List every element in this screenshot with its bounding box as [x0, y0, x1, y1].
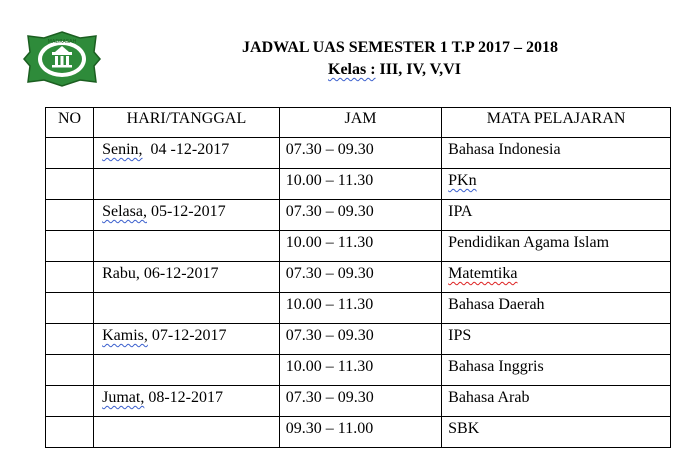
cell-subject: [442, 386, 671, 417]
cell-no: [46, 386, 94, 417]
cell-time: 10.00 – 11.30: [279, 293, 441, 324]
subject-name: Matemtika: [448, 265, 518, 282]
column-header-time: JAM: [279, 108, 441, 138]
class-subtitle: [270, 60, 570, 80]
cell-subject: [442, 138, 671, 169]
subject-name: IPA: [448, 203, 473, 220]
cell-day-date: [94, 231, 280, 262]
cell-day-date: [94, 324, 280, 355]
day-name: Senin,: [102, 141, 143, 158]
subject-name: Bahasa Daerah: [448, 296, 545, 313]
cell-no: [46, 293, 94, 324]
school-emblem-icon: [22, 30, 102, 88]
cell-time: 07.30 – 09.30: [279, 386, 441, 417]
subject-name: Bahasa Inggris: [448, 358, 544, 375]
table-row: [46, 355, 671, 386]
cell-time: 09.30 – 11.00: [279, 417, 441, 448]
cell-subject: [442, 293, 671, 324]
cell-day-date: [94, 417, 280, 448]
column-header-subject: MATA PELAJARAN: [442, 108, 671, 138]
cell-no: [46, 355, 94, 386]
table-row: [46, 231, 671, 262]
table-row: [46, 138, 671, 169]
cell-no: [46, 231, 94, 262]
page-title: JADWAL UAS SEMESTER 1 T.P 2017 – 2018: [242, 39, 558, 56]
cell-subject: [442, 355, 671, 386]
cell-time: 10.00 – 11.30: [279, 355, 441, 386]
table-row: [46, 417, 671, 448]
class-label: Kelas :: [328, 61, 376, 78]
date-value: 06-12-2017: [139, 265, 219, 282]
cell-day-date: [94, 293, 280, 324]
date-value: 05-12-2017: [146, 203, 226, 220]
subject-name: Pendidikan Agama Islam: [448, 234, 610, 251]
table-row: [46, 262, 671, 293]
cell-no: [46, 169, 94, 200]
cell-time: 07.30 – 09.30: [279, 138, 441, 169]
logo-text: MADRASAH: [47, 39, 77, 45]
table-row: [46, 200, 671, 231]
cell-time: 10.00 – 11.30: [279, 169, 441, 200]
cell-subject: [442, 200, 671, 231]
column-header-day-date: HARI/TANGGAL: [94, 108, 280, 138]
table-body: [46, 138, 671, 448]
cell-subject: [442, 169, 671, 200]
cell-time: 07.30 – 09.30: [279, 262, 441, 293]
cell-no: [46, 138, 94, 169]
cell-time: 07.30 – 09.30: [279, 324, 441, 355]
subject-name: Bahasa Indonesia: [448, 141, 561, 158]
table-row: [46, 169, 671, 200]
cell-subject: [442, 417, 671, 448]
date-value: 04 -12-2017: [142, 141, 230, 158]
cell-subject: [442, 231, 671, 262]
cell-day-date: [94, 262, 280, 293]
subject-name: PKn: [448, 172, 477, 189]
cell-day-date: [94, 355, 280, 386]
cell-time: 10.00 – 11.30: [279, 231, 441, 262]
subject-name: IPS: [448, 327, 472, 344]
table-row: [46, 293, 671, 324]
subject-name: SBK: [448, 420, 480, 437]
cell-no: [46, 417, 94, 448]
class-value: III, IV, V,VI: [379, 61, 461, 78]
cell-subject: [442, 324, 671, 355]
subject-name: Bahasa Arab: [448, 389, 530, 406]
day-name: Rabu,: [102, 265, 140, 282]
table-header-row: [46, 108, 671, 138]
cell-subject: [442, 262, 671, 293]
table-row: [46, 386, 671, 417]
cell-day-date: [94, 200, 280, 231]
day-name: Kamis,: [102, 327, 148, 344]
cell-day-date: [94, 386, 280, 417]
column-header-no: NO: [46, 108, 94, 138]
day-name: Selasa,: [102, 203, 147, 220]
cell-no: [46, 200, 94, 231]
date-value: 08-12-2017: [144, 389, 223, 406]
cell-time: 07.30 – 09.30: [279, 200, 441, 231]
date-value: 07-12-2017: [147, 327, 227, 344]
cell-no: [46, 324, 94, 355]
exam-schedule-table: [45, 107, 671, 448]
day-name: Jumat,: [102, 389, 145, 406]
cell-no: [46, 262, 94, 293]
table-row: [46, 324, 671, 355]
cell-day-date: [94, 169, 280, 200]
cell-day-date: [94, 138, 280, 169]
